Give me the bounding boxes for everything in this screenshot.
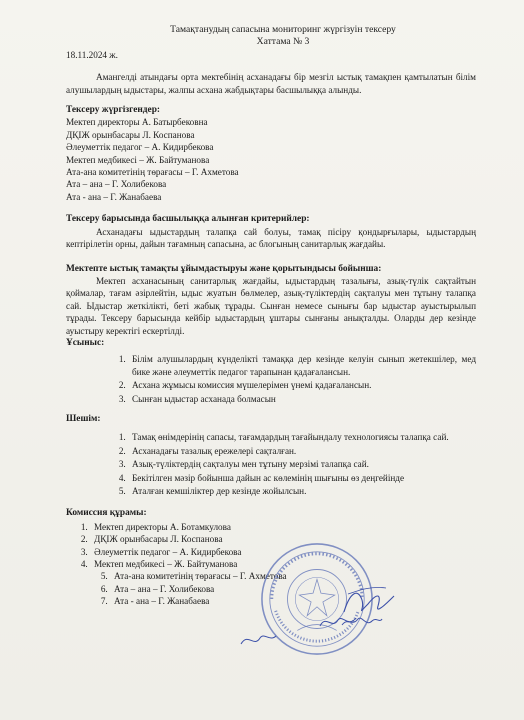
inspector-item: Мектеп директоры А. Батырбековна (66, 117, 208, 128)
recommendations-heading: Ұсыныс: (66, 337, 105, 348)
commission-member: 3. Әлеуметтік педагог – А. Кидирбекова (90, 546, 476, 558)
commission-member: 1. Мектеп директоры А. Ботамкулова (90, 521, 476, 533)
commission-member: 7. Ата - ана – Г. Жанабаева (110, 595, 476, 607)
inspector-item: Ата-ана комитетінің төрағасы – Г. Ахметова (66, 167, 239, 178)
organization-text: Мектеп асханасының санитарлық жағдайы, ыдыстардың тазалығы, азық-түлік сақтайтын қоймалар, тағам әзірлейтін, ыдыс жуатын бөлмелер, азық-түліктердің сақталуы мен тұтыну талапқа сай. Ыдыстар жеткілікті, беті жабық тұрады. Сынған немесе сынығы бар ыдыстар ауыстырылып тұрады. Тексеру барысында кейбір ыдыстардың ұштары сынғаны анықталды. Оларды дер кезінде ауыстыру керектігі ескертілді. (66, 275, 476, 336)
decision-item: 4. Бекітілген мәзір бойынша дайын ас көлемінің шығыны өз деңгейінде (128, 472, 476, 484)
inspector-item: ДҚІЖ орынбасары Л. Коспанова (66, 129, 195, 140)
decision-item: 1. Тамақ өнімдерінің сапасы, тағамдардың тағайындалу технологиясы талапқа сай. (128, 431, 476, 443)
signature-icon (238, 628, 278, 650)
commission-list (66, 521, 476, 608)
recommendation-item: 2. Асхана жұмысы комиссия мүшелерімен үнемі қадағалансын. (128, 379, 476, 391)
criteria-heading: Тексеру барысында басшылыққа алынған критерийлер: (66, 214, 310, 225)
signature-icon (340, 613, 384, 631)
criteria-text: Асханадағы ыдыстардың талапқа сай болуы, тамақ пісіру қондырғылары, ыдыстардың кептірілетін орны, дайын тағамның сапасына, ас блогының санитарлық жағдайы. (66, 226, 476, 250)
organization-section (66, 263, 476, 337)
commission-member: 2. ДҚІЖ орынбасары Л. Коспанова (90, 533, 476, 545)
recommendation-item: 3. Сынған ыдыстар асханада болмасын (128, 393, 476, 405)
decisions-heading: Шешім: (66, 413, 101, 424)
commission-section (66, 507, 476, 607)
document-date: 18.11.2024 ж. (66, 49, 118, 60)
recommendations-list (66, 353, 476, 405)
commission-heading: Комиссия құрамы: (66, 508, 147, 519)
inspectors-heading: Тексеру жүргізгендер: (66, 105, 161, 116)
title-line-2: Хаттама № 3 (256, 36, 310, 48)
inspector-item: Әлеуметтік педагог – А. Кидирбекова (66, 142, 214, 153)
decision-item: 5. Аталған кемшіліктер дер кезінде жойылсын. (128, 485, 476, 497)
document-title (90, 24, 476, 49)
organization-heading: Мектепте ыстық тамақты ұйымдастыруы және қорытындысы бойынша: (66, 263, 382, 274)
inspector-item: Мектеп медбикесі – Ж. Байтуманова (66, 154, 210, 165)
commission-member: 5. Ата-ана комитетінің төрағасы – Г. Ахметова (110, 570, 476, 582)
decisions-list (66, 431, 476, 497)
decisions-section (66, 413, 476, 497)
commission-member: 4. Мектеп медбикесі – Ж. Байтуманова (90, 558, 476, 570)
title-line-1: Тамақтанудың сапасына мониторинг жүргізуін тексеру (170, 24, 396, 35)
inspectors-section (66, 104, 476, 203)
criteria-section (66, 213, 476, 250)
inspector-item: Ата – ана – Г. Холибекова (66, 179, 167, 190)
commission-member: 6. Ата – ана – Г. Холибекова (110, 583, 476, 595)
intro-paragraph: Амангелді атындағы орта мектебінің асханадағы бір мезгіл ыстық тамақпен қамтылатын білім алушылардың ыдыстары, жалпы асхана жабдықтары басшылыққа алынды. (66, 72, 476, 95)
recommendation-item: 1. Білім алушылардың күнделікті тамаққа дер кезінде келуін сынып жетекшілер, мед бике және әлеуметтік педагог тарапынан қадағалансын. (128, 353, 476, 378)
decision-item: 2. Асханадағы тазалық ережелері сақталған. (128, 445, 476, 457)
decision-item: 3. Азық-түліктердің сақталуы мен тұтыну мерзімі талапқа сай. (128, 458, 476, 470)
inspectors-list (66, 116, 476, 203)
inspector-item: Ата - ана – Г. Жанабаева (66, 191, 162, 202)
recommendations-section (66, 337, 476, 405)
